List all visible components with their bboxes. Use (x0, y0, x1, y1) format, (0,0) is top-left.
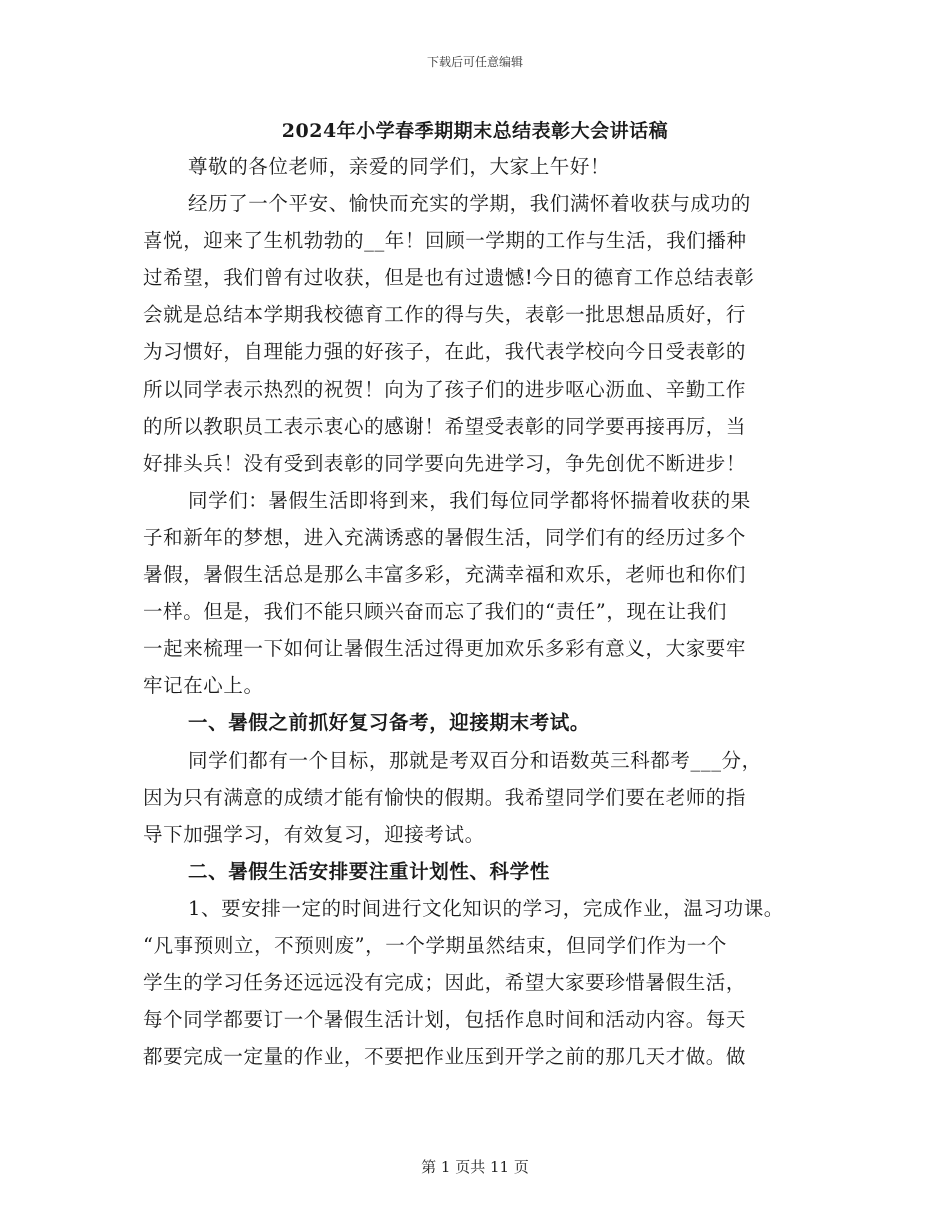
document-body (143, 148, 833, 1075)
text-line: 为习惯好，自理能力强的好孩子，在此，我代表学校向今日受表彰的 (143, 340, 747, 364)
text-line: 学生的学习任务还远远没有完成；因此，希望大家要珍惜暑假生活， (143, 971, 747, 995)
document-title: 2024年小学春季期期末总结表彰大会讲话稿 (281, 120, 669, 142)
page-footer: 第 1 页共 11 页 (421, 1158, 529, 1176)
text-line: 1、要安排一定的时间进行文化知识的学习，完成作业，温习功课。 (188, 896, 784, 920)
text-line: 暑假，暑假生活总是那么丰富多彩，充满幸福和欢乐，老师也和你们 (143, 563, 747, 587)
text-line: 经历了一个平安、愉快而充实的学期，我们满怀着收获与成功的 (188, 192, 751, 216)
section-heading: 二、暑假生活安排要注重计划性、科学性 (188, 859, 550, 883)
text-line: 都要完成一定量的作业，不要把作业压到开学之前的那几天才做。做 (143, 1045, 747, 1069)
text-line: 每个同学都要订一个暑假生活计划，包括作息时间和活动内容。每天 (143, 1008, 747, 1032)
text-line: 导下加强学习，有效复习，迎接考试。 (143, 822, 485, 846)
section-heading: 一、暑假之前抓好复习备考，迎接期末考试。 (188, 711, 591, 735)
text-line: 牢记在心上。 (143, 674, 264, 698)
text-line: 一起来梳理一下如何让暑假生活过得更加欢乐多彩有意义，大家要牢 (143, 637, 747, 661)
text-line: 喜悦，迎来了生机勃勃的__年！回顾一学期的工作与生活，我们播种 (143, 229, 747, 253)
text-line: 过希望，我们曾有过收获，但是也有过遗憾!今日的德育工作总结表彰 (143, 266, 755, 290)
text-line: 会就是总结本学期我校德育工作的得与失，表彰一批思想品质好，行 (143, 303, 747, 327)
text-line: 尊敬的各位老师，亲爱的同学们，大家上午好！ (188, 155, 611, 178)
header-note: 下载后可任意编辑 (426, 55, 523, 69)
text-line: 所以同学表示热烈的祝贺！向为了孩子们的进步呕心沥血、辛勤工作 (143, 377, 747, 401)
text-line: “凡事预则立，不预则废”，一个学期虽然结束，但同学们作为一个 (143, 933, 727, 957)
text-line: 一样。但是，我们不能只顾兴奋而忘了我们的“责任”，现在让我们 (143, 600, 727, 624)
text-line: 因为只有满意的成绩才能有愉快的假期。我希望同学们要在老师的指 (143, 785, 747, 809)
text-line: 同学们：暑假生活即将到来，我们每位同学都将怀揣着收获的果 (188, 488, 751, 512)
text-line: 的所以教职员工表示衷心的感谢！希望受表彰的同学要再接再厉，当 (143, 414, 747, 438)
text-line: 同学们都有一个目标，那就是考双百分和语数英三科都考___分， (188, 748, 762, 772)
text-line: 好排头兵！没有受到表彰的同学要向先进学习，争先创优不断进步！ (143, 451, 747, 475)
text-line: 子和新年的梦想，进入充满诱惑的暑假生活，同学们有的经历过多个 (143, 525, 747, 549)
